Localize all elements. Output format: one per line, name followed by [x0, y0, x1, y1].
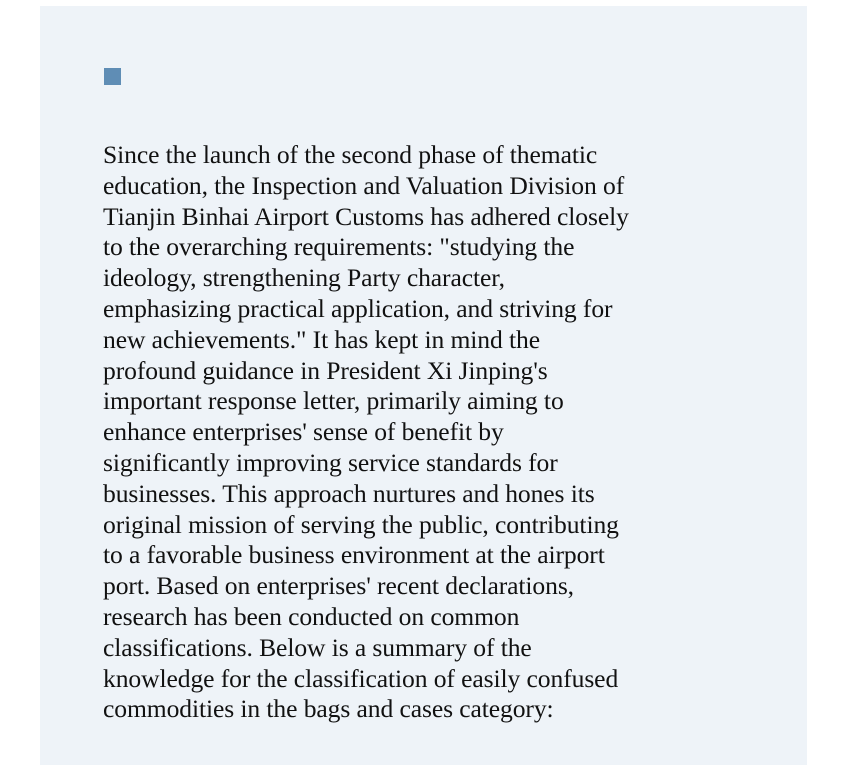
- square-bullet-icon: [104, 68, 121, 85]
- body-paragraph: [103, 140, 743, 725]
- paragraph-line: education, the Inspection and Valuation Division of: [103, 170, 625, 200]
- paragraph-line: profound guidance in President Xi Jinping's: [103, 355, 548, 385]
- paragraph-line: original mission of serving the public, contributing: [103, 509, 619, 539]
- paragraph-line: Since the launch of the second phase of thematic: [103, 140, 598, 169]
- paragraph-line: to the overarching requirements: "studying the: [103, 232, 575, 262]
- paragraph-line: classifications. Below is a summary of the: [103, 632, 532, 662]
- paragraph-line: port. Based on enterprises' recent declarations,: [103, 571, 574, 601]
- paragraph-line: significantly improving service standards for: [103, 447, 558, 477]
- paragraph-line: research has been conducted on common: [103, 601, 520, 631]
- paragraph-line: Tianjin Binhai Airport Customs has adhered closely: [103, 201, 629, 231]
- paragraph-line: to a favorable business environment at the airport: [103, 540, 605, 570]
- paragraph-line: important response letter, primarily aiming to: [103, 386, 564, 416]
- paragraph-line: businesses. This approach nurtures and hones its: [103, 478, 595, 508]
- paragraph-line: ideology, strengthening Party character,: [103, 263, 505, 293]
- paragraph-line: new achievements." It has kept in mind the: [103, 324, 540, 354]
- paragraph-line: knowledge for the classification of easily confused: [103, 663, 619, 693]
- document-card: [40, 6, 807, 765]
- paragraph-line: commodities in the bags and cases category:: [103, 694, 554, 724]
- paragraph-line: enhance enterprises' sense of benefit by: [103, 417, 504, 447]
- paragraph-line: emphasizing practical application, and striving for: [103, 293, 613, 323]
